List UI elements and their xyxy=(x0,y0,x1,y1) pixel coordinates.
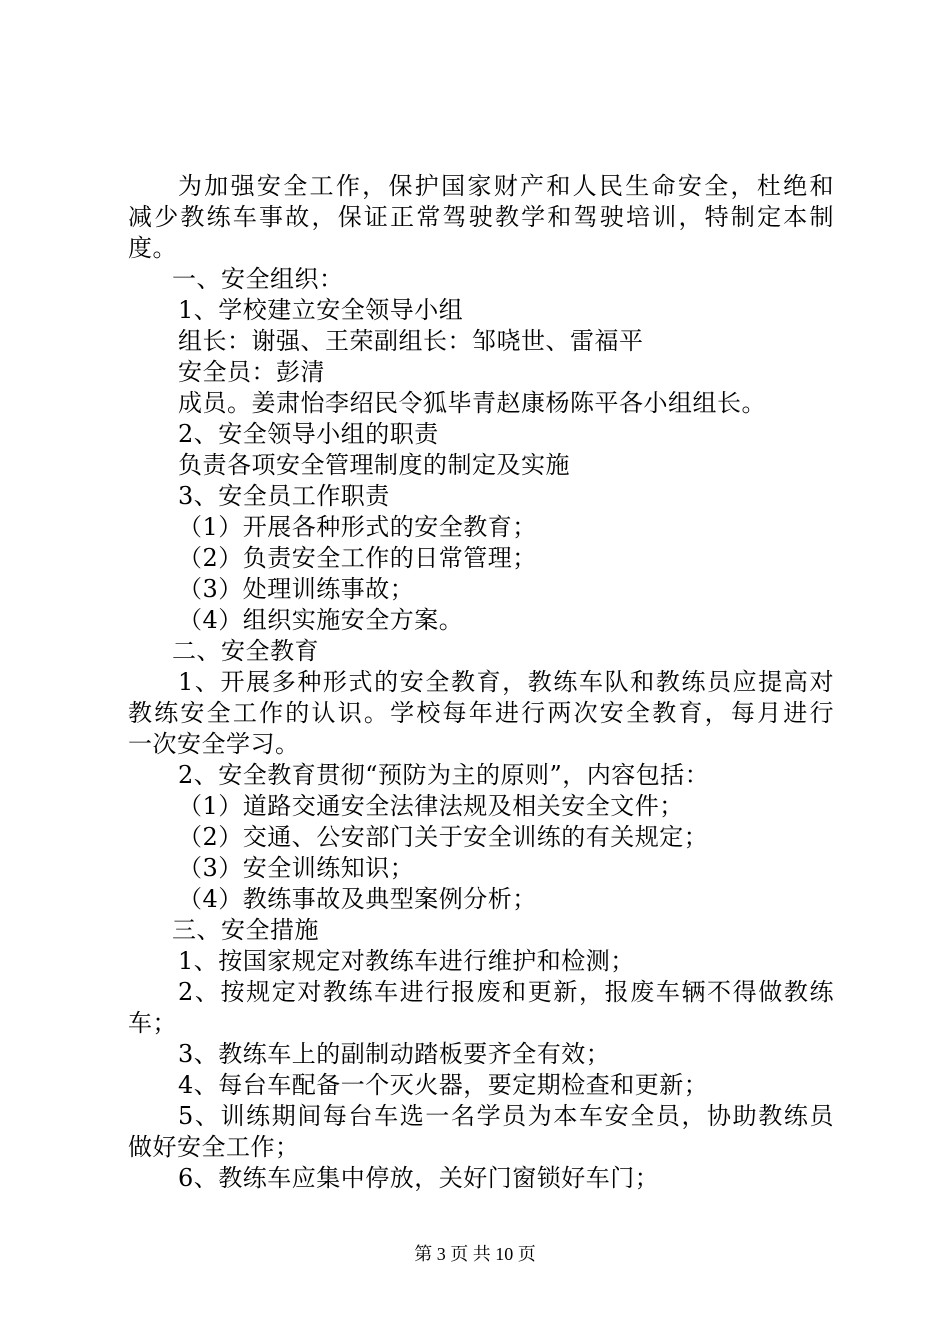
paragraph-line: 安全员：彭清 xyxy=(178,358,325,386)
paragraph-line: 1、按国家规定对教练车进行维护和检测； xyxy=(178,947,635,975)
paragraph-line: 做好安全工作； xyxy=(128,1133,300,1161)
paragraph-line: 4、每台车配备一个灭火器，要定期检查和更新； xyxy=(178,1071,709,1099)
paragraph-line: 1、开展多种形式的安全教育，教练车队和教练员应提高对 xyxy=(178,668,834,696)
list-item: （3）安全训练知识； xyxy=(178,854,415,882)
paragraph-line: 2、安全领导小组的职责 xyxy=(178,420,439,448)
list-item: （3）处理训练事故； xyxy=(178,575,415,603)
paragraph-line: 一次安全学习。 xyxy=(128,730,300,758)
paragraph-line: 负责各项安全管理制度的制定及实施 xyxy=(178,451,570,479)
section-heading: 二、安全教育 xyxy=(172,637,319,665)
paragraph-line: 3、教练车上的副制动踏板要齐全有效； xyxy=(178,1040,611,1068)
paragraph-line: 3、安全员工作职责 xyxy=(178,482,390,510)
document-body xyxy=(128,171,834,1194)
list-item: （1）开展各种形式的安全教育； xyxy=(178,513,537,541)
list-item: （1）道路交通安全法律法规及相关安全文件； xyxy=(178,792,684,820)
list-item: （4）教练事故及典型案例分析； xyxy=(178,885,537,913)
paragraph-line: 度。 xyxy=(128,234,177,262)
list-item: （4）组织实施安全方案。 xyxy=(178,606,464,634)
page-footer: 第 3 页 共 10 页 xyxy=(414,1244,536,1264)
list-item: （2）负责安全工作的日常管理； xyxy=(178,544,537,572)
paragraph-line: 教练安全工作的认识。学校每年进行两次安全教育，每月进行 xyxy=(128,699,834,727)
paragraph-line: 1、学校建立安全领导小组 xyxy=(178,296,464,324)
paragraph-line: 减少教练车事故，保证正常驾驶教学和驾驶培训，特制定本制 xyxy=(128,203,834,231)
paragraph-line: 成员。姜肃怡李绍民令狐毕青赵康杨陈平各小组组长。 xyxy=(178,389,766,417)
paragraph-line: 5、训练期间每台车选一名学员为本车安全员，协助教练员 xyxy=(178,1102,834,1130)
paragraph-line: 2、按规定对教练车进行报废和更新，报废车辆不得做教练 xyxy=(178,978,834,1006)
paragraph-line: 为加强安全工作，保护国家财产和人民生命安全，杜绝和 xyxy=(178,172,834,200)
paragraph-line: 组长：谢强、王荣副组长：邹哓世、雷福平 xyxy=(178,327,644,355)
paragraph-line: 6、教练车应集中停放，关好门窗锁好车门； xyxy=(178,1164,660,1192)
section-heading: 三、安全措施 xyxy=(172,916,319,944)
list-item: （2）交通、公安部门关于安全训练的有关规定； xyxy=(178,823,709,851)
section-heading: 一、安全组织： xyxy=(172,265,344,293)
paragraph-line: 2、安全教育贯彻“预防为主的原则”，内容包括： xyxy=(178,761,710,789)
paragraph-line: 车； xyxy=(128,1009,177,1037)
